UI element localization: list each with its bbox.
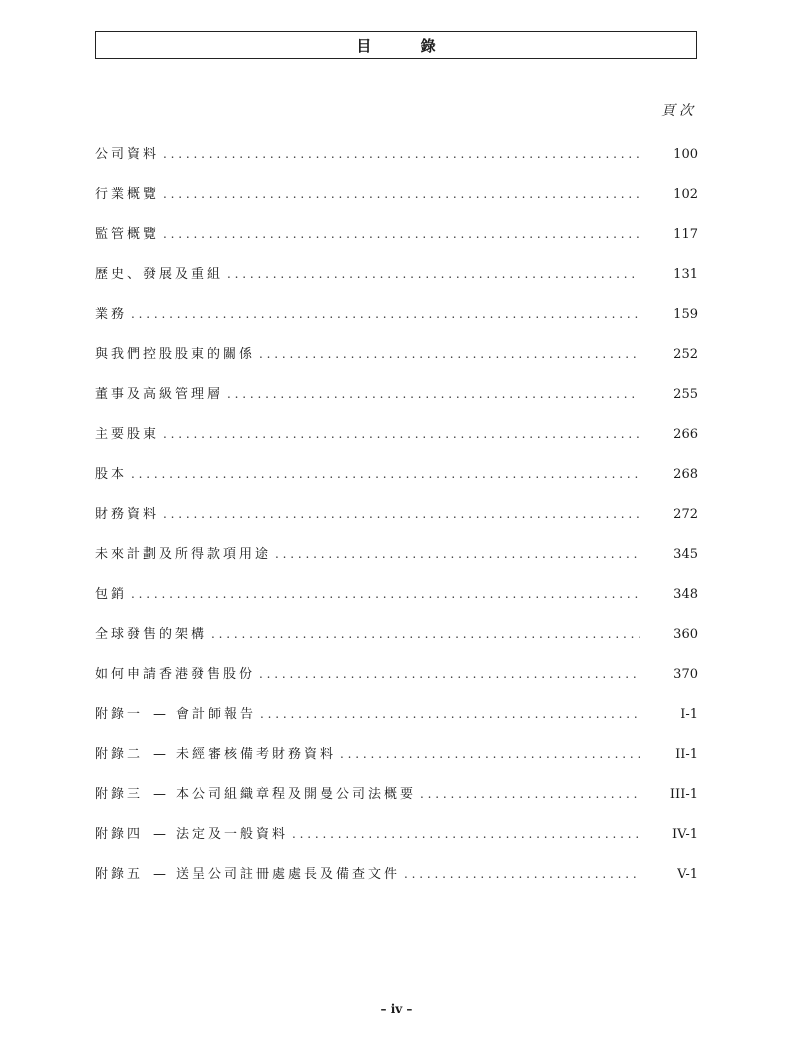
appendix-dash: —: [153, 867, 167, 882]
toc-entry-page: 131: [673, 267, 698, 282]
toc-entry-label: 與我們控股股東的關係: [95, 347, 256, 362]
toc-entry-label: 業務: [95, 307, 128, 322]
toc-entry[interactable]: [95, 224, 698, 264]
appendix-dash: —: [153, 707, 167, 722]
toc-appendix-label-group: [95, 865, 400, 885]
appendix-number: 附錄二: [95, 747, 144, 762]
appendix-number: 附錄一: [95, 707, 144, 722]
toc-entry-page: 100: [673, 147, 698, 162]
toc-entry-page: 266: [673, 427, 698, 442]
table-of-contents: [95, 144, 698, 904]
toc-appendix-label-group: [95, 785, 416, 805]
toc-leader-dots: [131, 304, 640, 324]
toc-entry-label: 董事及高級管理層: [95, 387, 224, 402]
appendix-dash: —: [153, 827, 167, 842]
toc-entry[interactable]: [95, 264, 698, 304]
toc-appendix-entry[interactable]: [95, 824, 698, 864]
toc-entry[interactable]: [95, 664, 698, 704]
toc-entry-page: 272: [673, 507, 698, 522]
appendix-number: 附錄五: [95, 867, 144, 882]
toc-entry-page: 370: [673, 667, 698, 682]
toc-appendix-label-group: [95, 825, 288, 845]
toc-leader-dots: [163, 184, 640, 204]
toc-entry-label: 公司資料: [95, 147, 160, 162]
toc-entry-label: 行業概覽: [95, 187, 160, 202]
toc-entry-label: 如何申請香港發售股份: [95, 667, 256, 682]
toc-leader-dots: [259, 344, 640, 364]
toc-leader-dots: [163, 504, 640, 524]
toc-appendix-entry[interactable]: [95, 704, 698, 744]
toc-appendix-entry[interactable]: [95, 744, 698, 784]
toc-entry[interactable]: [95, 624, 698, 664]
toc-entry-page: 360: [673, 627, 698, 642]
toc-appendix-entry[interactable]: [95, 864, 698, 904]
toc-leader-dots: [340, 744, 640, 764]
page-number-footer: – iv –: [380, 1002, 413, 1016]
toc-leader-dots: [259, 664, 640, 684]
toc-entry-label: 財務資料: [95, 507, 160, 522]
toc-leader-dots: [227, 264, 640, 284]
toc-entry-page: II-1: [675, 747, 698, 762]
toc-leader-dots: [163, 144, 640, 164]
toc-leader-dots: [131, 584, 640, 604]
toc-entry-label: 歷史、發展及重組: [95, 267, 224, 282]
toc-leader-dots: [420, 784, 640, 804]
toc-title-box: [95, 31, 697, 59]
toc-entry[interactable]: [95, 184, 698, 224]
appendix-title: 法定及一般資料: [176, 827, 289, 842]
appendix-dash: —: [153, 747, 167, 762]
toc-entry-page: 252: [673, 347, 698, 362]
toc-entry-page: V-1: [677, 867, 698, 882]
toc-leader-dots: [260, 704, 640, 724]
toc-entry[interactable]: [95, 504, 698, 544]
appendix-number: 附錄三: [95, 787, 144, 802]
toc-entry-page: III-1: [669, 787, 698, 802]
toc-appendix-entry[interactable]: [95, 784, 698, 824]
toc-entry[interactable]: [95, 584, 698, 624]
appendix-number: 附錄四: [95, 827, 144, 842]
toc-title: 目 錄: [356, 36, 458, 55]
toc-leader-dots: [163, 224, 640, 244]
appendix-title: 會計師報告: [176, 707, 257, 722]
toc-entry-page: 268: [673, 467, 698, 482]
toc-entry[interactable]: [95, 344, 698, 384]
toc-entry[interactable]: [95, 304, 698, 344]
toc-entry-page: 159: [673, 307, 698, 322]
toc-entry-page: 345: [673, 547, 698, 562]
toc-entry-page: 348: [673, 587, 698, 602]
page-column-label: 頁次: [661, 103, 697, 119]
toc-entry-label: 股本: [95, 467, 128, 482]
toc-leader-dots: [227, 384, 640, 404]
toc-entry-label: 監管概覽: [95, 227, 160, 242]
toc-appendix-label-group: [95, 745, 336, 765]
toc-entry-page: IV-1: [672, 827, 698, 842]
toc-entry-label: 主要股東: [95, 427, 160, 442]
toc-appendix-label-group: [95, 705, 256, 725]
toc-entry-page: 255: [673, 387, 698, 402]
toc-leader-dots: [211, 624, 640, 644]
appendix-dash: —: [153, 787, 167, 802]
toc-entry[interactable]: [95, 144, 698, 184]
toc-leader-dots: [404, 864, 640, 884]
toc-leader-dots: [131, 464, 640, 484]
toc-leader-dots: [163, 424, 640, 444]
toc-entry-page: 117: [673, 227, 698, 242]
appendix-title: 未經審核備考財務資料: [176, 747, 337, 762]
appendix-title: 送呈公司註冊處處長及備查文件: [176, 867, 401, 882]
toc-entry[interactable]: [95, 464, 698, 504]
toc-entry[interactable]: [95, 544, 698, 584]
toc-entry-label: 包銷: [95, 587, 128, 602]
toc-leader-dots: [275, 544, 640, 564]
toc-entry-label: 未來計劃及所得款項用途: [95, 547, 272, 562]
appendix-title: 本公司組織章程及開曼公司法概要: [176, 787, 417, 802]
toc-entry-page: 102: [673, 187, 698, 202]
toc-entry[interactable]: [95, 424, 698, 464]
toc-entry[interactable]: [95, 384, 698, 424]
toc-entry-label: 全球發售的架構: [95, 627, 208, 642]
toc-leader-dots: [292, 824, 640, 844]
toc-entry-page: I-1: [680, 707, 698, 722]
